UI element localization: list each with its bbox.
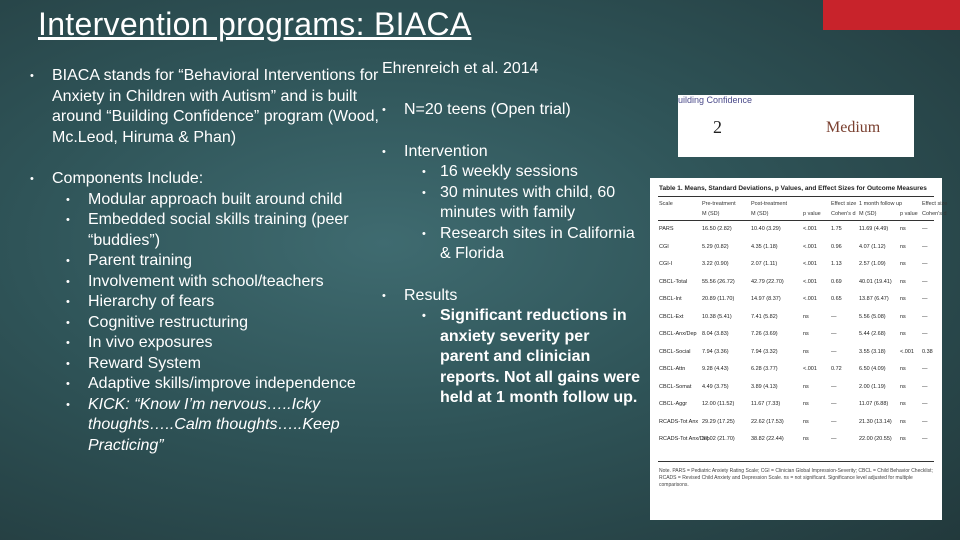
table-cell: <.001 — [900, 348, 914, 355]
table-cell: 4.35 (1.18) — [751, 243, 778, 250]
component-item: • Reward System — [30, 354, 380, 375]
table-cell: <.001 — [803, 278, 817, 285]
table-cell: 14.97 (8.37) — [751, 296, 781, 302]
component-item: • In vivo exposures — [30, 333, 380, 354]
table-cell: ns — [900, 296, 906, 302]
component-item: • Adaptive skills/improve independence — [30, 374, 380, 395]
table-cell: 12.00 (11.52) — [702, 401, 735, 407]
table-row — [650, 242, 942, 255]
table-cell: CGI — [659, 243, 669, 250]
table-subheader-cell: Cohen's d — [831, 211, 856, 217]
bullet-icon: • — [66, 316, 70, 329]
component-item: • Hierarchy of fears — [30, 292, 380, 313]
table-cell: RCADS-Tot Anx — [659, 418, 699, 425]
table-cell: 3.55 (3.18) — [859, 348, 886, 355]
table-cell: 4.49 (3.75) — [702, 383, 729, 390]
table-cell: 10.40 (3.29) — [751, 226, 781, 232]
right-column — [382, 100, 642, 409]
table-cell: <.001 — [803, 366, 817, 372]
component-item-kick: • KICK: “Know I’m nervous…..Icky thoughts…..Calm thoughts…..Keep Practicing” — [66, 395, 340, 454]
table-row — [650, 382, 942, 395]
table-cell: 37.02 (21.70) — [702, 436, 735, 442]
table-rule — [658, 220, 934, 221]
table-cell: 7.94 (3.32) — [751, 348, 778, 355]
table-rule — [658, 196, 934, 197]
table-cell: ns — [900, 418, 906, 425]
table-cell: 55.56 (26.72) — [702, 278, 735, 285]
table-row — [650, 224, 942, 237]
table-cell: ns — [803, 383, 809, 390]
table-cell: CBCL-Social — [659, 348, 691, 355]
intervention-item: • 16 weekly sessions — [382, 162, 642, 183]
bullet-icon: • — [66, 398, 70, 411]
bullet-icon: • — [30, 173, 34, 185]
table-cell: ns — [900, 313, 906, 320]
confidence-header: uilding Confidence — [678, 95, 753, 105]
table-cell: 7.94 (3.36) — [702, 348, 729, 355]
table-cell: CBCL-Ext — [659, 313, 684, 320]
component-item: • Cognitive restructuring — [30, 313, 380, 334]
component-item: • Embedded social skills training (peer “buddies”) — [66, 211, 349, 249]
table-row — [650, 399, 942, 412]
table-cell: 42.79 (22.70) — [751, 278, 784, 285]
bullet-icon: • — [382, 289, 386, 302]
table-header-cell: Pre-treatment — [702, 201, 736, 207]
table-cell: ns — [900, 436, 906, 442]
table-cell: <.001 — [803, 296, 817, 302]
table-cell: 16.50 (2.82) — [702, 226, 732, 232]
table-cell: ns — [900, 331, 906, 337]
intervention-heading: Intervention — [404, 142, 488, 160]
left-column — [30, 66, 380, 456]
outcome-table-image — [650, 178, 948, 520]
bullet-icon: • — [66, 193, 70, 206]
table-cell: 2.57 (1.09) — [859, 261, 886, 267]
table-row — [650, 347, 942, 360]
table-cell: 11.07 (6.88) — [859, 401, 889, 407]
table-cell: CBCL-Somat — [659, 383, 692, 390]
table-subheader-cell: M (SD) — [859, 211, 877, 217]
bullet-icon: • — [66, 255, 70, 267]
table-cell: 5.44 (2.68) — [859, 331, 886, 337]
table-cell: CBCL-Total — [659, 278, 688, 285]
components-bullet — [30, 169, 380, 190]
bullet-icon: • — [30, 70, 34, 82]
results-heading: Results — [404, 286, 458, 304]
confidence-number: 2 — [713, 117, 722, 137]
table-cell: 0.65 — [831, 296, 842, 302]
bullet-icon: • — [66, 296, 70, 308]
table-cell: — — [922, 366, 928, 372]
table-cell: CBCL-Int — [659, 296, 682, 302]
table-row — [650, 294, 942, 307]
component-item: • Modular approach built around child — [30, 190, 380, 211]
bullet-icon: • — [422, 310, 426, 322]
intro-bullet — [30, 66, 380, 148]
bullet-icon: • — [422, 186, 426, 199]
table-cell: 20.89 (11.70) — [702, 296, 735, 302]
table-cell: 5.29 (0.82) — [702, 243, 729, 250]
table-row — [650, 259, 942, 272]
table-cell: — — [922, 436, 928, 442]
table-cell: — — [831, 418, 837, 425]
table-cell: ns — [803, 401, 809, 407]
bullet-icon: • — [66, 378, 70, 390]
table-cell: 0.72 — [831, 366, 842, 372]
table-caption: Table 1. Means, Standard Deviations, p Values, and Effect Sizes for Outcome Measures — [659, 185, 927, 192]
intro-text: BIACA stands for “Behavioral Interventions for Anxiety in Children with Autism” and is built around “Building Confidence” program (Wood, Mc.Leod, Hiruma & Phan) — [52, 67, 379, 146]
table-cell: ns — [803, 418, 809, 425]
components-heading: Components Include: — [52, 170, 204, 187]
table-cell: 0.96 — [831, 243, 842, 250]
bullet-icon: • — [66, 275, 70, 288]
table-cell: — — [922, 313, 928, 320]
table-note: Note. PARS = Pediatric Anxiety Rating Scale; CGI = Clinician Global Impression-Severity; CBCL = Child Behavior Checklist; RCADS = Revised Child Anxiety and Depression Scale. ns = not significant. Significance level adjusted for multiple comparisons. — [659, 468, 933, 488]
table-cell: 0.38 — [922, 348, 933, 355]
table-cell: 22.00 (20.55) — [859, 436, 892, 442]
intervention-item: • 30 minutes with child, 60 minutes with family — [422, 183, 616, 221]
table-cell: 0.69 — [831, 278, 842, 285]
table-cell: 6.28 (3.77) — [751, 366, 778, 372]
table-cell: CBCL-Aggr — [659, 401, 688, 407]
table-header-cell: Effect size — [831, 201, 857, 207]
table-cell: ns — [803, 436, 809, 442]
table-header-cell: Effect size — [922, 201, 948, 207]
table-cell: ns — [803, 313, 809, 320]
table-cell: <.001 — [803, 243, 817, 250]
table-cell: 3.22 (0.90) — [702, 261, 729, 267]
table-row — [650, 329, 942, 342]
bullet-icon: • — [382, 104, 386, 116]
table-row — [650, 364, 942, 377]
intervention-item: • Research sites in California & Florida — [422, 224, 635, 262]
slide-title: Intervention programs: BIACA — [38, 6, 472, 42]
trial-bullet — [382, 100, 642, 121]
table-cell: 8.04 (3.83) — [702, 331, 729, 337]
table-cell: 1.13 — [831, 261, 842, 267]
table-cell: CBCL-Anx/Dep — [659, 331, 697, 337]
table-cell: ns — [900, 366, 906, 372]
table-cell: CGI-I — [659, 261, 673, 267]
bullet-icon: • — [422, 166, 426, 178]
results-item: • Significant reductions in anxiety severity per parent and clinician reports. Not all gains were held at 1 month follow up. — [422, 307, 641, 406]
table-row — [650, 434, 942, 447]
table-cell: — — [922, 243, 928, 250]
trial-text: N=20 teens (Open trial) — [404, 101, 571, 118]
table-cell: ns — [900, 261, 906, 267]
building-confidence-image — [678, 95, 914, 157]
component-item: • Involvement with school/teachers — [30, 272, 380, 293]
citation: Ehrenreich et al. 2014 — [382, 60, 539, 77]
bullet-icon: • — [422, 227, 426, 240]
confidence-level: Medium — [826, 119, 881, 136]
table-cell: — — [922, 401, 928, 407]
red-accent-bar — [823, 0, 960, 30]
results-bullet — [382, 286, 642, 307]
table-cell: 9.28 (4.43) — [702, 366, 729, 372]
component-item: • Parent training — [30, 251, 380, 272]
table-cell: 3.89 (4.13) — [751, 383, 778, 390]
table-cell: 1.75 — [831, 226, 842, 232]
table-cell: 10.38 (5.41) — [702, 313, 732, 320]
table-rule — [658, 461, 934, 462]
table-cell: ns — [900, 278, 906, 285]
table-subheader-cell: M (SD) — [751, 211, 769, 217]
table-cell: <.001 — [803, 226, 817, 232]
table-cell: — — [831, 383, 837, 390]
table-cell: ns — [803, 331, 809, 337]
table-cell: — — [922, 418, 928, 425]
table-cell: 11.67 (7.33) — [751, 401, 781, 407]
table-cell: 2.00 (1.19) — [859, 383, 886, 390]
table-cell: 13.87 (6.47) — [859, 296, 889, 302]
table-cell: — — [922, 278, 928, 285]
table-cell: — — [831, 331, 837, 337]
table-cell: — — [922, 296, 928, 302]
table-cell: ns — [900, 383, 906, 390]
table-header-cell: Scale — [659, 201, 673, 207]
table-subheader-cell: Cohen's d — [922, 211, 947, 217]
table-cell: 6.50 (4.09) — [859, 366, 886, 372]
table-cell: — — [831, 436, 837, 442]
bullet-icon: • — [66, 214, 70, 226]
table-cell: ns — [803, 348, 809, 355]
table-row — [650, 417, 942, 430]
table-row — [650, 312, 942, 325]
bullet-icon: • — [66, 357, 70, 370]
table-cell: 22.62 (17.53) — [751, 418, 784, 425]
table-cell: RCADS-Tot Anx/Dep — [659, 436, 710, 442]
bullet-icon: • — [66, 337, 70, 349]
table-subheader-cell: M (SD) — [702, 211, 720, 217]
table-cell: — — [831, 348, 837, 355]
table-cell: 4.07 (1.12) — [859, 243, 886, 250]
table-cell: CBCL-Attn — [659, 366, 686, 372]
table-subheader-cell: p value — [803, 211, 821, 217]
table-cell: — — [922, 383, 928, 390]
table-cell: PARS — [659, 226, 674, 232]
table-cell: 7.41 (5.82) — [751, 313, 778, 320]
table-cell: ns — [900, 243, 906, 250]
table-cell: 21.30 (13.14) — [859, 418, 892, 425]
table-row — [650, 277, 942, 290]
table-header-cell: 1 month follow up — [859, 201, 903, 207]
table-cell: — — [831, 313, 837, 320]
table-cell: 29.29 (17.25) — [702, 418, 735, 425]
table-cell: ns — [900, 226, 906, 232]
table-subheader-cell: p value — [900, 211, 918, 217]
table-cell: — — [922, 226, 928, 232]
table-cell: 2.07 (1.11) — [751, 261, 778, 267]
intervention-bullet — [382, 142, 642, 163]
table-cell: 7.26 (3.69) — [751, 331, 778, 337]
table-cell: 40.01 (19.41) — [859, 278, 892, 285]
table-cell: <.001 — [803, 261, 817, 267]
table-cell: — — [831, 401, 837, 407]
table-header-cell: Post-treatment — [751, 201, 788, 207]
table-cell: — — [922, 331, 928, 337]
table-cell: ns — [900, 401, 906, 407]
table-cell: 11.69 (4.49) — [859, 226, 889, 232]
table-cell: 38.82 (22.44) — [751, 436, 784, 442]
table-cell: 5.56 (5.08) — [859, 313, 886, 320]
bullet-icon: • — [382, 145, 386, 158]
table-cell: — — [922, 261, 928, 267]
